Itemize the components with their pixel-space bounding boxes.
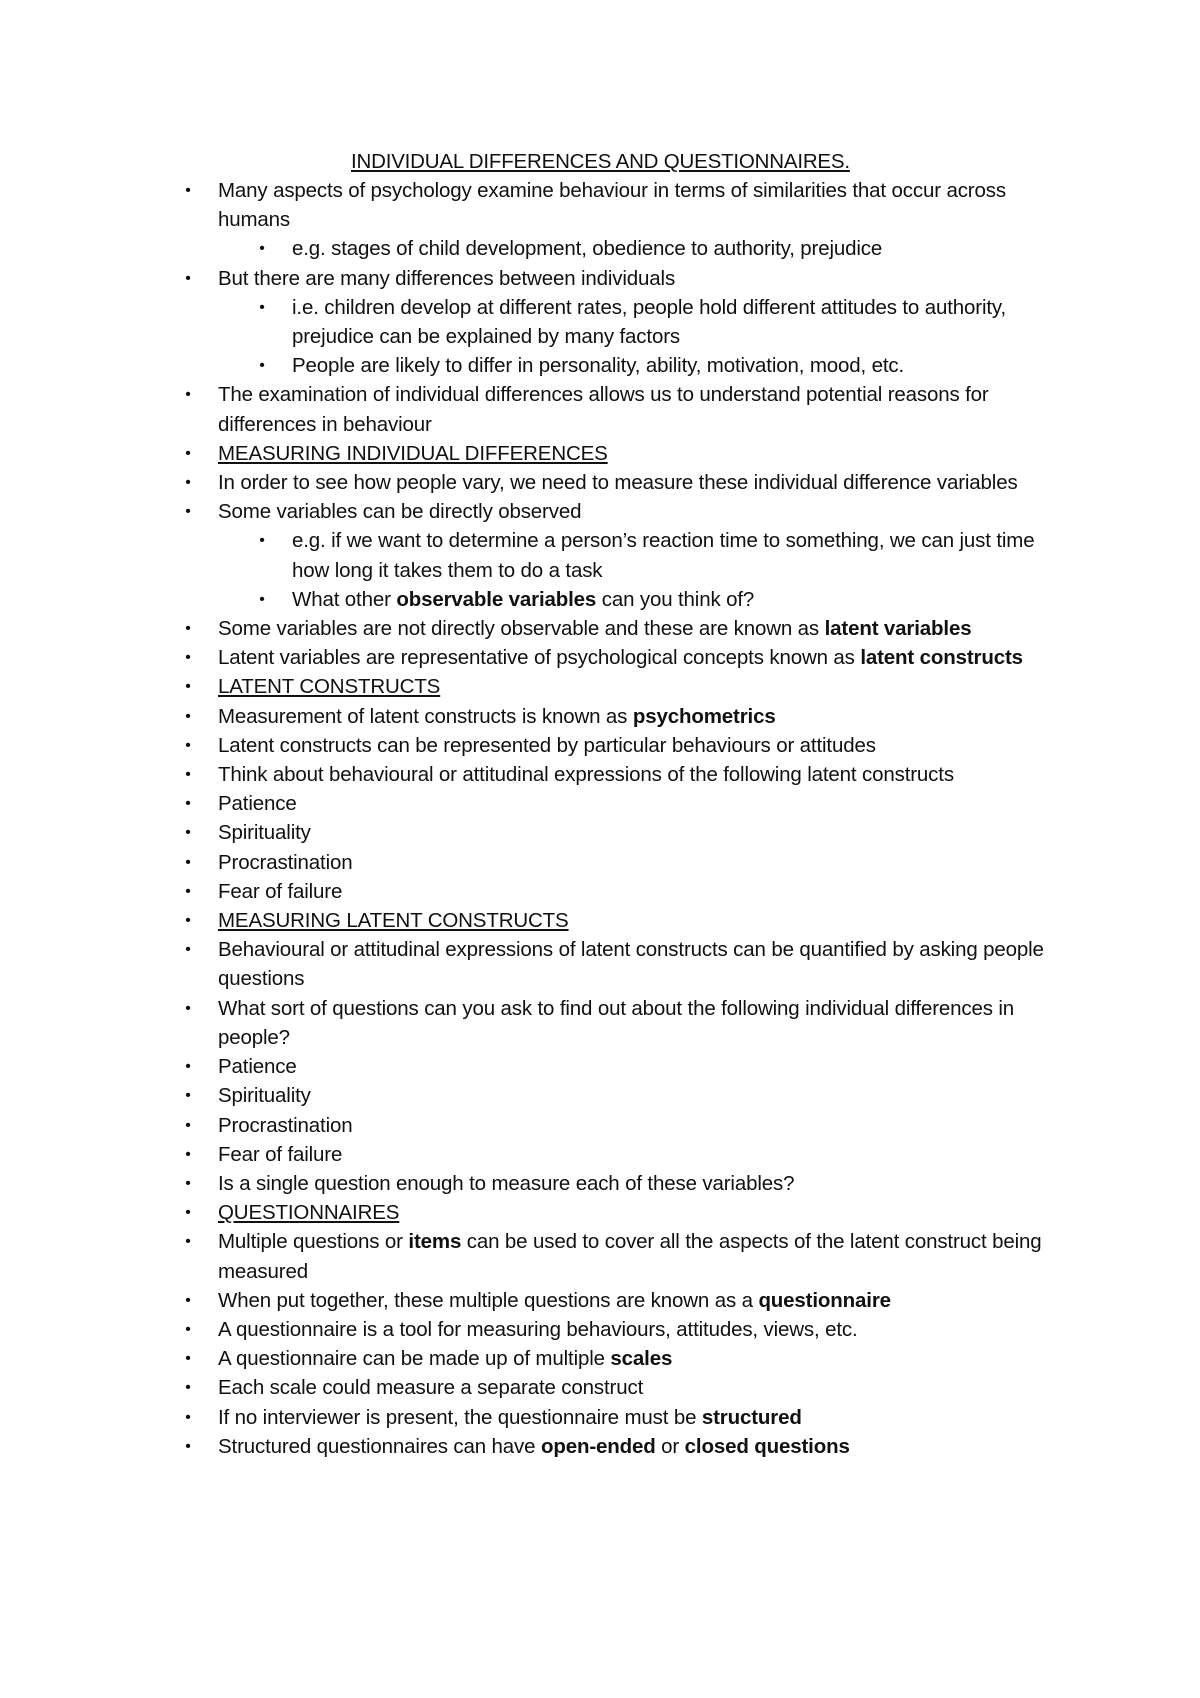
list-item <box>181 760 1068 789</box>
bullet-icon: • <box>185 707 191 725</box>
list-item <box>181 1198 1068 1227</box>
list-item <box>181 994 1068 1052</box>
item-text: or <box>655 1434 685 1458</box>
bold-term: scales <box>610 1347 673 1371</box>
item-text: i.e. children develop at different rates, people hold different attitudes to authority, prejudice can be explained by many factors <box>292 295 1007 349</box>
item-text: can be used to cover all the aspects of the latent construct being measured <box>218 1230 1042 1283</box>
list-item <box>181 1344 1068 1373</box>
bold-term: latent constructs <box>860 646 1023 670</box>
list-item <box>181 1140 1068 1169</box>
list-item <box>181 1052 1068 1081</box>
bullet-icon: • <box>185 1379 191 1397</box>
bullet-icon: • <box>185 999 191 1017</box>
item-text: Each scale could measure a separate construct <box>218 1376 644 1400</box>
item-text: Behavioural or attitudinal expressions of latent constructs can be quantified by asking people questions <box>218 938 1044 991</box>
bullet-icon: • <box>185 1087 191 1105</box>
section-heading: LATENT CONSTRUCTS <box>218 675 441 699</box>
bullet-icon: • <box>185 736 191 754</box>
item-text: Fear of failure <box>218 1142 343 1166</box>
list-item <box>181 1081 1068 1110</box>
list-item <box>181 439 1068 468</box>
bullet-icon: • <box>185 1174 191 1192</box>
list-item <box>181 1227 1068 1285</box>
item-text: Patience <box>218 1055 297 1079</box>
list-item <box>181 818 1068 847</box>
item-text: can you think of? <box>596 587 755 611</box>
list-item <box>181 497 1068 526</box>
bold-term: latent variables <box>824 617 972 641</box>
sub-list-item <box>255 234 1068 263</box>
item-text: e.g. stages of child development, obedience to authority, prejudice <box>292 237 883 261</box>
list-item <box>181 877 1068 906</box>
list-item <box>181 672 1068 701</box>
item-text: Many aspects of psychology examine behaviour in terms of similarities that occur across humans <box>218 179 1006 232</box>
sub-list-item <box>255 293 1068 351</box>
sub-list-item <box>255 351 1068 380</box>
bullet-icon: • <box>185 503 191 521</box>
section-heading: QUESTIONNAIRES <box>218 1201 400 1225</box>
item-text: Structured questionnaires can have <box>218 1434 541 1458</box>
section-heading: MEASURING LATENT CONSTRUCTS <box>218 909 569 933</box>
bold-term: open-ended <box>540 1434 656 1458</box>
bullet-icon: • <box>185 1408 191 1426</box>
bullet-icon: • <box>185 1437 191 1455</box>
document-title: INDIVIDUAL DIFFERENCES AND QUESTIONNAIRES. <box>351 150 850 173</box>
item-text: Some variables can be directly observed <box>218 500 582 524</box>
bullet-icon: • <box>185 269 191 287</box>
bullet-icon: • <box>185 444 191 462</box>
list-item <box>181 1286 1068 1315</box>
item-text: A questionnaire can be made up of multiple <box>218 1347 611 1371</box>
bold-term: observable variables <box>396 587 597 611</box>
list-item <box>181 1111 1068 1140</box>
bold-term: psychometrics <box>632 704 776 728</box>
bullet-icon: • <box>185 1233 191 1251</box>
sub-list-item <box>255 526 1068 584</box>
bullet-icon: • <box>185 386 191 404</box>
list-item <box>181 731 1068 760</box>
bold-term: closed questions <box>684 1434 850 1458</box>
bullet-list <box>181 176 1081 1461</box>
bullet-icon: • <box>185 882 191 900</box>
item-text: What other <box>292 587 397 611</box>
bullet-icon: • <box>185 912 191 930</box>
bullet-icon: • <box>185 1116 191 1134</box>
item-text: What sort of questions can you ask to find out about the following individual differences in people? <box>218 996 1015 1049</box>
list-item <box>181 702 1068 731</box>
bullet-icon: • <box>185 1204 191 1222</box>
bullet-icon: • <box>185 1291 191 1309</box>
list-item <box>181 380 1068 438</box>
item-text: Is a single question enough to measure each of these variables? <box>218 1171 795 1195</box>
bullet-icon: • <box>185 795 191 813</box>
item-text: e.g. if we want to determine a person’s reaction time to something, we can just time how long it takes them to do a task <box>292 529 1035 582</box>
list-item <box>181 1403 1068 1432</box>
item-text: Think about behavioural or attitudinal expressions of the following latent constructs <box>218 763 954 787</box>
list-item <box>181 176 1068 234</box>
bullet-icon: • <box>185 941 191 959</box>
section-heading: MEASURING INDIVIDUAL DIFFERENCES <box>218 441 608 465</box>
item-text: In order to see how people vary, we need to measure these individual difference variables <box>218 471 1018 495</box>
bullet-icon: • <box>185 1145 191 1163</box>
list-item <box>181 614 1068 643</box>
bullet-icon: • <box>185 620 191 638</box>
bullet-icon: • <box>185 649 191 667</box>
item-text: Latent constructs can be represented by particular behaviours or attitudes <box>218 733 876 757</box>
bullet-icon: • <box>185 678 191 696</box>
item-text: Fear of failure <box>218 879 343 903</box>
item-text: Spirituality <box>218 821 311 845</box>
bullet-icon: • <box>185 824 191 842</box>
item-text: If no interviewer is present, the questionnaire must be <box>218 1405 702 1429</box>
item-text: The examination of individual differences allows us to understand potential reasons for differences in behaviour <box>218 383 989 436</box>
list-item <box>181 1315 1068 1344</box>
list-item <box>181 1373 1068 1402</box>
bold-term: structured <box>701 1405 802 1429</box>
list-item <box>181 468 1068 497</box>
item-text: Latent variables are representative of psychological concepts known as <box>218 646 861 670</box>
bullet-icon: • <box>185 766 191 784</box>
item-text: When put together, these multiple questions are known as a <box>218 1288 759 1312</box>
bullet-icon: • <box>259 357 265 375</box>
item-text: Spirituality <box>218 1084 311 1108</box>
item-text: Patience <box>218 792 297 816</box>
list-item <box>181 264 1068 293</box>
item-text: Measurement of latent constructs is known as <box>218 704 633 728</box>
list-item <box>181 906 1068 935</box>
item-text: Multiple questions or <box>218 1230 409 1254</box>
bullet-icon: • <box>259 298 265 316</box>
bullet-icon: • <box>185 1320 191 1338</box>
bullet-icon: • <box>185 474 191 492</box>
item-text: Some variables are not directly observable and these are known as <box>218 617 825 641</box>
item-text: A questionnaire is a tool for measuring behaviours, attitudes, views, etc. <box>218 1317 858 1341</box>
bold-term: items <box>408 1230 462 1254</box>
bullet-icon: • <box>185 1350 191 1368</box>
bullet-icon: • <box>185 1058 191 1076</box>
bullet-icon: • <box>185 853 191 871</box>
list-item <box>181 643 1068 672</box>
sub-list-item <box>255 585 1068 614</box>
item-text: But there are many differences between individuals <box>218 266 676 290</box>
list-item <box>181 1432 1068 1461</box>
item-text: Procrastination <box>218 1113 353 1137</box>
item-text: Procrastination <box>218 850 353 874</box>
bullet-icon: • <box>259 590 265 608</box>
bullet-icon: • <box>259 532 265 550</box>
list-item <box>181 848 1068 877</box>
bullet-icon: • <box>185 182 191 199</box>
bold-term: questionnaire <box>758 1288 891 1312</box>
list-item <box>181 935 1068 993</box>
bullet-icon: • <box>259 240 265 258</box>
list-item <box>181 1169 1068 1198</box>
list-item <box>181 789 1068 818</box>
item-text: People are likely to differ in personality, ability, motivation, mood, etc. <box>292 354 905 378</box>
